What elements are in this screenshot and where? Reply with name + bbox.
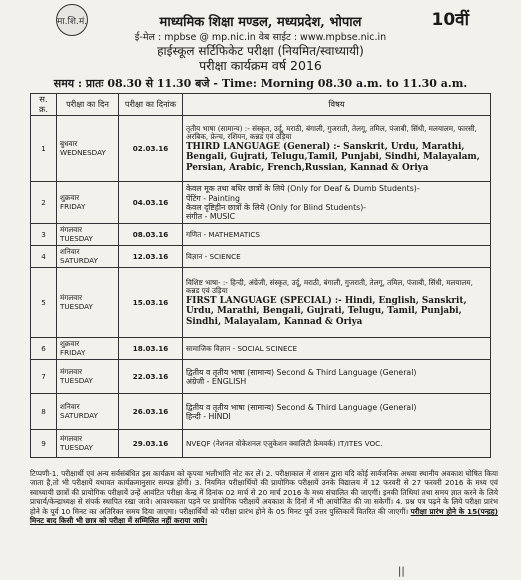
class-tag: 10वीं bbox=[431, 10, 469, 30]
footer-mark: || bbox=[398, 566, 405, 577]
exam-timing: समय : प्रातः 08.30 से 11.30 बजे - Time: Morning 08.30 a.m. to 11.30 a.m. bbox=[53, 77, 468, 90]
notes-text: टिप्पणी-1. परीक्षार्थी एवं अन्य सर्वसंबंधित इस कार्यक्रम को कृपया भलीभांति नोट कर लें। 2. परीक्षाकाल में शासन द्वारा यदि कोई सार्वजनिक अथवा स्थानीय अवकाश घोषित किया जाता है,तो भी परीक्षायें यथावत कार्यक्रमानुसार सम्पन्न होंगी। 3. नियमित परीक्षार्थियों की प्रायोगिक परीक्षायें उनके विद्यालय में 12 फरवरी से 27 फरवरी 2016 के मध्य एवं स्वाध्यायी छात्रों की प्रायोगिक परीक्षायें उन्हें आवंटित परीक्षा केन्द्र में दिनांक 02 मार्च से 20 मार्च 2016 के मध्य संचालित की जाएगीं। इनकी तिथियां तथा समय ज्ञात करने के लिये प्राचार्य/केन्द्राध्यक्ष से संपर्क स्थापित रखा जावे। आवश्यकता पड़ने पर प्रायोगिक परीक्षायें अवकाश के दिनों में भी आयोजित की जा सकेगीं। 4. प्रश्न पत्र पढ़ने के लिये परीक्षा प्रारंभ होने के पूर्व 10 मिनट का अतिरिक्त समय दिया जाएगा। परीक्षार्थियों को परीक्षा प्रारंभ होने के 05 मिनट पूर्व उत्तर पुस्तिकायें वितरित की जाएगीं। bbox=[30, 469, 498, 516]
col-header-sn: स. क्र. bbox=[31, 94, 57, 116]
row-date: 12.03.16 bbox=[119, 246, 183, 268]
row-day: बुधवार WEDNESDAY bbox=[57, 116, 119, 182]
row-day: शनिवार SATURDAY bbox=[57, 246, 119, 268]
row-sn: 5 bbox=[31, 268, 57, 338]
table-row bbox=[31, 224, 491, 246]
subject-line: तृतीय भाषा (सामान्य) :- संस्कृत, उर्दू, मराठी, बंगाली, गुजराती, तेलगू, तमिल, पंजाबी, सिंधी, मलयालम, फारसी, अरबिक, फ्रेन्च, रशियन, कन्नड एवं उड़िया bbox=[186, 123, 477, 142]
subject-line: पेंटिंग - Painting bbox=[186, 193, 240, 203]
row-sn: 1 bbox=[31, 116, 57, 182]
subject-line: द्वितीय व तृतीय भाषा (सामान्य) Second & Third Language (General) bbox=[186, 402, 417, 412]
row-date: 15.03.16 bbox=[119, 268, 183, 338]
table-row bbox=[31, 430, 491, 458]
row-subject: सामाजिक विज्ञान - SOCIAL SCINECE bbox=[183, 338, 491, 360]
schedule-table bbox=[30, 93, 491, 458]
row-subject: NVEQF (नेशनल वोकेशनल एजुकेशन क्वालिटी फ्रेमवर्क) IT/ITES VOC. bbox=[183, 430, 491, 458]
subject-line: हिन्दी - HINDI bbox=[186, 411, 231, 421]
row-date: 08.03.16 bbox=[119, 224, 183, 246]
notes-section bbox=[30, 469, 498, 526]
subject-line: द्वितीय व तृतीय भाषा (सामान्य) Second & Third Language (General) bbox=[186, 367, 417, 377]
contact-line: ई-मेल : mpbse @ mp.nic.in वेब साईट : www.mpbse.nic.in bbox=[134, 32, 387, 43]
row-sn: 8 bbox=[31, 394, 57, 430]
table-row bbox=[31, 116, 491, 182]
row-date: 18.03.16 bbox=[119, 338, 183, 360]
row-day: मंगलवार TUESDAY bbox=[57, 360, 119, 394]
subject-line: FIRST LANGUAGE (SPECIAL) :- Hindi, English, Sanskrit, Urdu, Marathi, Bengali, Gujrati, Telugu, Tamil, Punjabi, Sindhi, Malayalam, Kannad & Oriya bbox=[186, 295, 467, 327]
row-sn: 9 bbox=[31, 430, 57, 458]
table-row bbox=[31, 182, 491, 224]
row-date: 04.03.16 bbox=[119, 182, 183, 224]
row-sn: 2 bbox=[31, 182, 57, 224]
row-day: मंगलवार TUESDAY bbox=[57, 268, 119, 338]
table-row bbox=[31, 338, 491, 360]
row-subject bbox=[183, 116, 491, 182]
board-logo-icon: मा.शि.मं. bbox=[56, 4, 88, 36]
row-sn: 7 bbox=[31, 360, 57, 394]
subject-line: THIRD LANGUAGE (General) :- Sanskrit, Urdu, Marathi, Bengali, Gujrati, Telugu,Tamil, Punjabi, Sindhi, Malayalam, Persian, Arabic, French,Russian, Kannad & Oriya bbox=[186, 141, 480, 173]
row-day: शुक्रवार FRIDAY bbox=[57, 338, 119, 360]
notes-underlined: परीक्षा प्रारंभ होने के 15(पन्द्रह) मिनट बाद किसी भी छात्र को परीक्षा में सम्मिलित नहीं कराया जाये। bbox=[30, 506, 498, 526]
row-subject: गणित - MATHEMATICS bbox=[183, 224, 491, 246]
table-row bbox=[31, 360, 491, 394]
row-subject bbox=[183, 268, 491, 338]
col-header-date: परीक्षा का दिनांक bbox=[119, 94, 183, 116]
row-day: मंगलवार TUESDAY bbox=[57, 224, 119, 246]
row-sn: 4 bbox=[31, 246, 57, 268]
row-day: शनिवार SATURDAY bbox=[57, 394, 119, 430]
subject-line: केवल दृष्टिहीन छात्रों के लिये (Only for Blind Students)- bbox=[186, 202, 367, 212]
row-date: 29.03.16 bbox=[119, 430, 183, 458]
table-header-row bbox=[31, 94, 491, 116]
subject-line: विशिष्ट भाषा- :- हिन्दी, अंग्रेजी, संस्कृत, उर्दू, मराठी, बंगाली, गुजराती, तेलगू, तमिल, पंजाबी, सिंधी, मलयालम, कन्नड एवं उड़िया bbox=[186, 277, 473, 296]
row-subject bbox=[183, 182, 491, 224]
col-header-subject: विषय bbox=[183, 94, 491, 116]
table-row bbox=[31, 394, 491, 430]
subject-line: केवल मूक तथा बधिर छात्रों के लिये (Only for Deaf & Dumb Students)- bbox=[186, 184, 420, 194]
board-name: माध्यमिक शिक्षा मण्डल, मध्यप्रदेश, भोपाल bbox=[159, 15, 362, 30]
table-row bbox=[31, 268, 491, 338]
row-subject bbox=[183, 360, 491, 394]
row-subject: विज्ञान - SCIENCE bbox=[183, 246, 491, 268]
row-date: 22.03.16 bbox=[119, 360, 183, 394]
row-sn: 6 bbox=[31, 338, 57, 360]
programme-title: परीक्षा कार्यक्रम वर्ष 2016 bbox=[199, 58, 322, 73]
col-header-day: परीक्षा का दिन bbox=[57, 94, 119, 116]
row-date: 02.03.16 bbox=[119, 116, 183, 182]
exam-title: हाईस्कूल सर्टिफिकेट परीक्षा (नियमित/स्वाध्यायी) bbox=[157, 44, 364, 58]
row-sn: 3 bbox=[31, 224, 57, 246]
row-day: शुक्रवार FRIDAY bbox=[57, 182, 119, 224]
row-date: 26.03.16 bbox=[119, 394, 183, 430]
subject-line: संगीत - MUSIC bbox=[186, 212, 236, 222]
row-subject bbox=[183, 394, 491, 430]
table-row bbox=[31, 246, 491, 268]
row-day: मंगलवार TUESDAY bbox=[57, 430, 119, 458]
subject-line: अंग्रेजी - ENGLISH bbox=[186, 376, 247, 386]
